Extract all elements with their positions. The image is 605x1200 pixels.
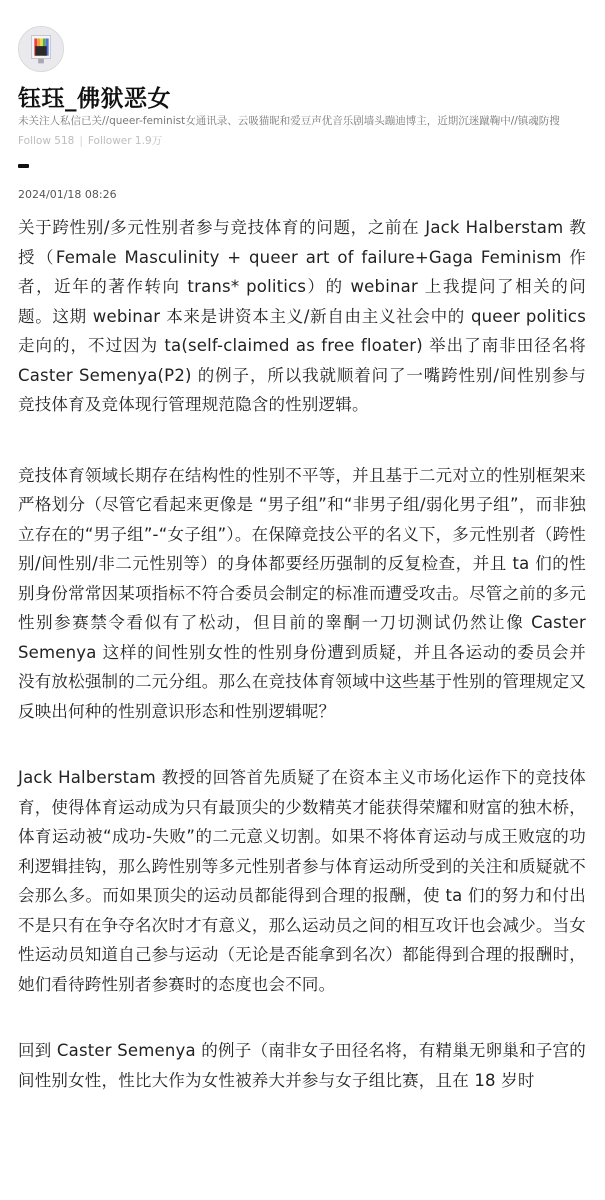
paragraph: 回到 Caster Semenya 的例子（南非女子田径名将，有精巢无卵巢和子宫的间性别女性，性比大作为女性被养大并参与女子组比赛，且在 18 岁时 bbox=[18, 1041, 586, 1090]
stats-divider: | bbox=[79, 135, 83, 147]
paragraph: 关于跨性别/多元性别者参与竞技体育的问题，之前在 Jack Halberstam 教授（Female Masculinity + queer art of failure+Gaga Feminism 作者，近年的著作转向 trans* politics）的 webinar 上我提问了相关的问题。这期 webinar 本来是讲资本主义/新自由主义社会中的 queer politics 走向的，不过因为 ta(self-claimed as free floater) 举出了南非田径名将 Caster Semenya(P2) 的例子，所以我就顺着问了一嘴跨性别/间性别参与竞技体育及竞体现行管理规范隐含的性别逻辑。 bbox=[18, 218, 586, 414]
paragraph: 竞技体育领域长期存在结构性的性别不平等，并且基于二元对立的性别框架来严格划分（尽管它看起来更像是 “男子组”和“非男子组/弱化男子组”，而非独立存在的“男子组”-“女子组”）。在保障竞技公平的名义下，多元性别者（跨性别/间性别/非二元性别等）的身体都要经历强制的反复检查，并且 ta 们的性别身份常常因某项指标不符合委员会制定的标准而遭受攻击。尽管之前的多元性别参赛禁令看似有了松动，但目前的睾酮一刀切测试仍然让像 Caster Semenya 这样的间性别女性的性别身份遭到质疑，并且各运动的委员会并没有放松强制的二元分组。那么在竞技体育领域中这些基于性别的管理规定又反映出何种的性别意识形态和性别逻辑呢？ bbox=[18, 465, 586, 721]
post-title-marker bbox=[18, 164, 29, 168]
follower-count[interactable]: Follower 1.9万 bbox=[87, 135, 163, 147]
post-date: 2024/01/18 08:26 bbox=[18, 188, 117, 201]
post-body bbox=[18, 213, 586, 1125]
user-bio: 未关注人私信已关//queer-feminist女通讯录、云吸猫昵和爱豆声优音乐剧墙头蹦迪博主，近期沉迷蹴鞠中//镇魂防搜 bbox=[18, 115, 560, 127]
paragraph: Jack Halberstam 教授的回答首先质疑了在资本主义市场化运作下的竞技体育，使得体育运动成为只有最顶尖的少数精英才能获得荣耀和财富的独木桥，体育运动被“成功-失败”的二元意义切割。如果不将体育运动与成王败寇的功利逻辑挂钩，那么跨性别等多元性别者参与体育运动所受到的关注和质疑就不会那么多。而如果顶尖的运动员都能得到合理的报酬，使 ta 们的努力和付出不是只有在争夺名次时才有意义，那么运动员之间的相互攻讦也会减少。当女性运动员知道自己参与运动（无论是否能拿到名次）都能得到合理的报酬时，她们看待跨性别者参赛时的态度也会不同。 bbox=[18, 768, 586, 994]
avatar-image bbox=[19, 27, 63, 71]
follow-count[interactable]: Follow 518 bbox=[18, 135, 75, 147]
username[interactable]: 钰珏_佛狱恶女 bbox=[18, 86, 171, 112]
avatar[interactable] bbox=[18, 26, 64, 72]
follow-stats bbox=[18, 133, 162, 148]
